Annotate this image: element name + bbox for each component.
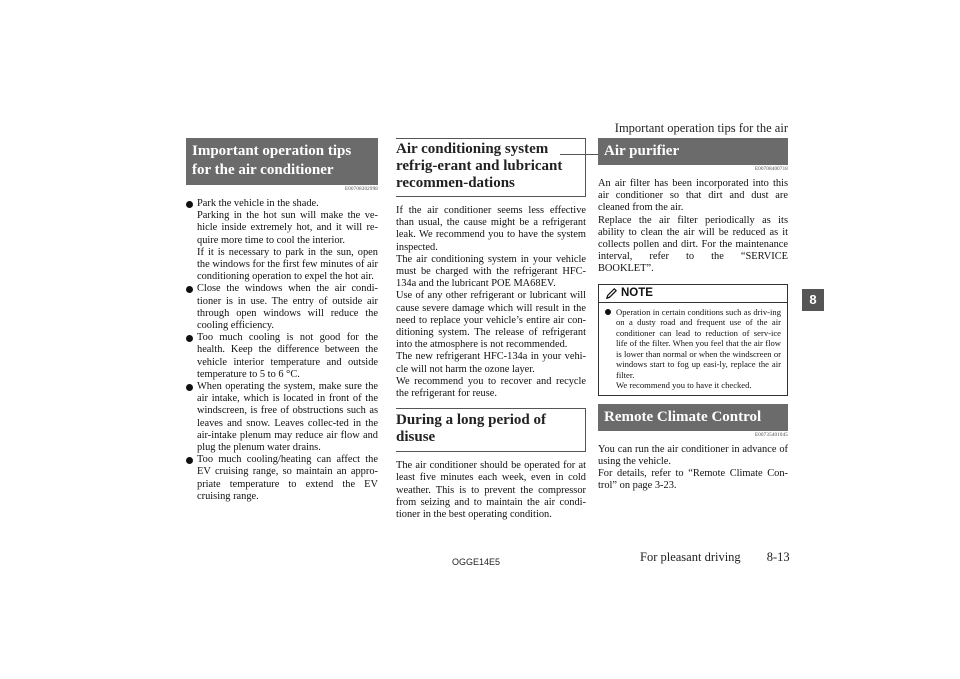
bullet-icon [186,384,193,391]
section-title-remote-climate: Remote Climate Control [598,404,788,431]
section-code: E00708302998 [345,187,378,192]
paragraph: The air conditioning system in your vehicle must be charged with the refrigerant HFC-134a and the lubricant POE MA68EV. [396,253,586,290]
chapter-tab: 8 [802,289,824,311]
section-title-disuse: During a long period of disuse [396,408,586,452]
bullet-icon [186,335,193,342]
chapter-title: For pleasant driving [640,550,741,564]
paragraph: The new refrigerant HFC-134a in your vehi-cle will not harm the ozone layer. [396,351,586,375]
bullet-icon [186,457,193,464]
list-item [186,454,378,503]
paragraph: An air filter has been incorporated into this air conditioner so that dirt and dust are cleaned from the air. [598,178,788,214]
section-code: E00708400718 [755,167,788,172]
note-label: NOTE [621,287,653,300]
bullet-icon [186,286,193,293]
bullet-icon [186,201,193,208]
section-title-air-purifier: Air purifier [598,138,788,165]
list-item [186,198,378,283]
bullet-icon [605,309,611,315]
list-item [186,332,378,381]
bullet-text: Too much cooling is not good for the health. Keep the difference between the vehicle interior temperature and outside temperature to 5 to 6 °C. [197,332,378,380]
list-item [186,381,378,454]
column-left [186,138,378,503]
list-item [605,307,781,391]
bullet-text: Park the vehicle in the shade. Parking in the hot sun will make the ve-hicle inside extremely hot, and it will re-quire more time to cool the interior. If it is necessary to park in the sun, open the windows for the first few minutes of air conditioning operation to expel the hot air. [197,198,378,283]
note-header [599,285,787,303]
note-box [598,284,788,396]
page-number: 8-13 [766,550,790,564]
page-footer [640,550,790,565]
pencil-note-icon [605,287,618,300]
running-header: Important operation tips for the air [560,121,788,155]
list-item [186,283,378,332]
paragraph: Replace the air filter periodically as its ability to clean the air will be reduced as it collects pollen and dirt. For the maintenance interval, refer to the “SERVICE BOOKLET”. [598,214,788,275]
section-code: E00735401045 [755,432,788,438]
bullet-text: Too much cooling/heating can affect the EV cruising range, so maintain an appro-priate temperature to extend the EV cruising range. [197,454,378,502]
paragraph: The air conditioner should be operated for at least five minutes each week, even in cold weather. This is to prevent the compressor from seizing and to maintain the air condi-tioner in the best operating condition. [396,460,586,521]
column-middle [396,138,586,521]
bullet-text: When operating the system, make sure the air intake, which is located in front of the windscreen, is free of obstructions such as leaves and snow. Leaves collec-ted in the air-intake plenum may reduce air flow and plug the plenum water drains. [197,381,378,454]
paragraph: Use of any other refrigerant or lubricant will cause severe damage which will result in the need to replace your vehicle’s entire air con-ditioning system. The release of refrigerant into the atmosphere is not recommended. [396,290,586,351]
bullet-text: Close the windows when the air condi-tioner is in use. The entry of outside air through open windows will reduce the cooling efficiency. [197,283,378,332]
document-code: OGGE14E5 [452,557,501,567]
paragraph: You can run the air conditioner in advance of using the vehicle. [598,443,788,467]
section-title-operation-tips: Important operation tips for the air conditioner [186,138,378,185]
paragraph: For details, refer to “Remote Climate Con-trol” on page 3-23. [598,468,788,492]
column-right [598,138,788,492]
paragraph: If the air conditioner seems less effective than usual, the cause might be a refrigerant leak. We recommend you to have the system inspected. [396,205,586,253]
paragraph: We recommend you to recover and recycle the refrigerant for reuse. [396,375,586,400]
note-text: Operation in certain conditions such as driv-ing on a dusty road and frequent use of the air conditioner can lead to reduction of serv-ice life of the filter. When you feel that the air flow is lower than normal or when the windscreen or windows start to fog up easi-ly, replace the air filter. We recommend you to have it checked. [616,306,781,391]
section-title-refrigerant: Air conditioning system refrig-erant and lubricant recommen-dations [396,138,586,197]
